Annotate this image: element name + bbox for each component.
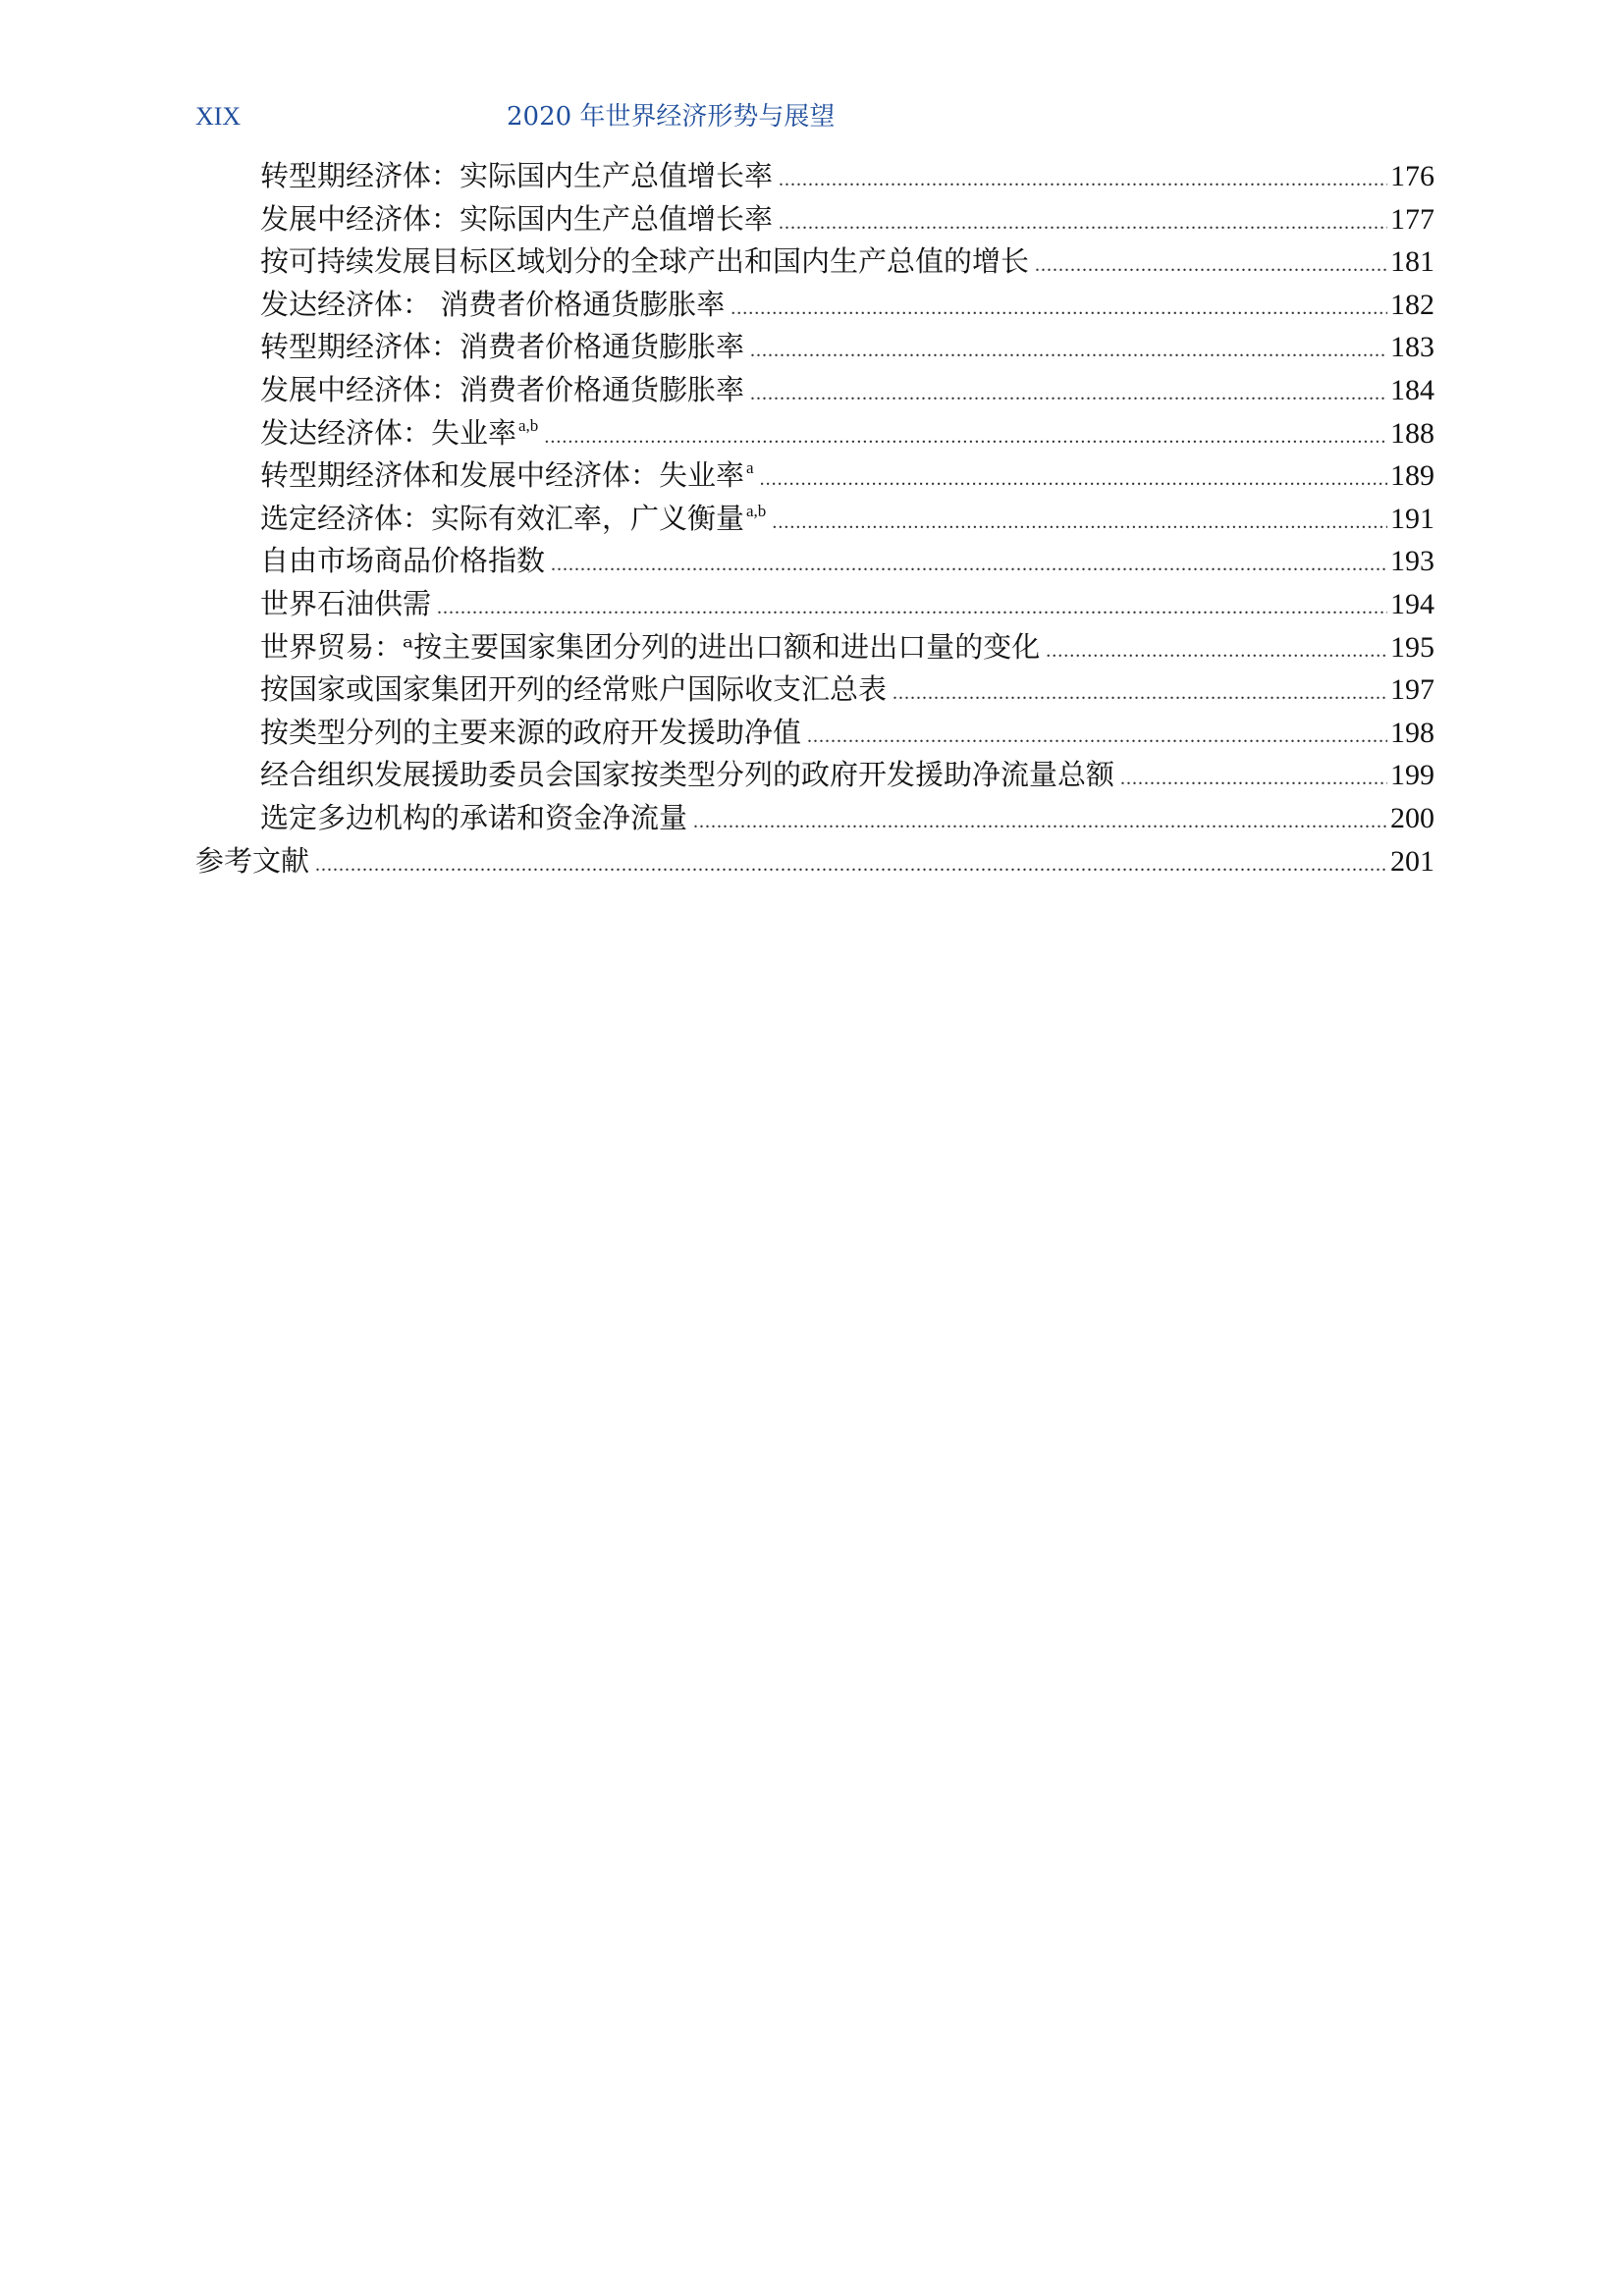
toc-entry-title — [260, 583, 431, 626]
toc-entry-page-number: 198 — [1390, 716, 1434, 749]
toc-entry-title — [260, 540, 545, 583]
dot-leader — [551, 544, 1387, 587]
toc-entry[interactable] — [195, 797, 1434, 840]
toc-entry-page-number: 197 — [1390, 673, 1434, 707]
toc-entry-title-text: 按类型分列的主要来源的政府开发援助净值 — [260, 715, 802, 749]
toc-entry-page-number: 199 — [1390, 759, 1434, 792]
dot-leader — [730, 288, 1387, 331]
dot-leader — [779, 159, 1387, 202]
toc-entry[interactable] — [195, 240, 1434, 284]
dot-leader — [1046, 630, 1387, 673]
page-header — [195, 97, 1434, 136]
toc-entry[interactable] — [195, 626, 1434, 669]
toc-entry-title — [260, 454, 754, 498]
dot-leader — [750, 373, 1387, 416]
toc-entry-title — [260, 498, 766, 541]
toc-entry[interactable] — [195, 754, 1434, 797]
toc-entry-title-text: 按可持续发展目标区域划分的全球产出和国内生产总值的增长 — [260, 244, 1030, 279]
dot-leader — [1035, 244, 1387, 288]
toc-entry-title-text: 参考文献 — [195, 843, 310, 878]
toc-entry-page-number: 195 — [1390, 630, 1434, 664]
toc-entry-title — [260, 754, 1114, 797]
footnote-marker: a — [746, 458, 754, 478]
toc-entry[interactable] — [195, 668, 1434, 712]
toc-entry-page-number: 189 — [1390, 459, 1434, 493]
toc-entry-title — [260, 284, 725, 327]
toc-entry[interactable] — [195, 712, 1434, 755]
toc-entry-title — [260, 369, 744, 412]
toc-entry-title-text: 经合组织发展援助委员会国家按类型分列的政府开发援助净流量总额 — [260, 758, 1115, 792]
running-title: 2020 年世界经济形势与展望 — [507, 102, 836, 132]
toc-entry[interactable] — [195, 369, 1434, 412]
toc-entry-title — [260, 155, 773, 198]
toc-entry-page-number: 176 — [1390, 160, 1434, 192]
dot-leader — [750, 330, 1387, 373]
toc-entry-title-text: 发展中经济体：实际国内生产总值增长率 — [260, 201, 774, 236]
toc-entry-title — [260, 326, 744, 369]
dot-leader — [1120, 758, 1387, 801]
dot-leader — [807, 716, 1387, 759]
toc-entry-page-number: 201 — [1390, 844, 1434, 878]
dot-leader — [437, 587, 1387, 630]
toc-entry-page-number: 191 — [1390, 502, 1434, 535]
toc-entry-title — [260, 198, 773, 241]
toc-entry[interactable] — [195, 840, 1434, 883]
dot-leader — [544, 416, 1387, 459]
toc-entry-page-number: 177 — [1390, 202, 1434, 236]
toc-entry-title — [260, 797, 687, 840]
dot-leader — [779, 202, 1387, 245]
toc-entry[interactable] — [195, 284, 1434, 327]
page-number: XIX — [195, 102, 242, 131]
toc-entry[interactable] — [195, 326, 1434, 369]
toc-entry-title — [260, 412, 538, 455]
toc-entry-title-text: 按国家或国家集团开列的经常账户国际收支汇总表 — [260, 672, 888, 707]
table-of-contents — [195, 155, 1434, 882]
toc-entry[interactable] — [195, 583, 1434, 626]
toc-entry-page-number: 183 — [1390, 331, 1434, 364]
dot-leader — [893, 672, 1387, 716]
toc-entry[interactable] — [195, 498, 1434, 541]
toc-entry-title — [195, 840, 309, 883]
toc-entry-title-text: 转型期经济体：消费者价格通货膨胀率 — [260, 330, 745, 364]
footnote-marker: a,b — [518, 415, 539, 435]
toc-entry-page-number: 194 — [1390, 587, 1434, 620]
toc-entry-title-text: 世界贸易：ᵃ按主要国家集团分列的进出口额和进出口量的变化 — [260, 629, 1041, 664]
toc-entry-title-text: 发展中经济体：消费者价格通货膨胀率 — [260, 372, 745, 406]
toc-entry-title — [260, 668, 887, 712]
dot-leader — [315, 844, 1387, 887]
toc-entry-page-number: 182 — [1390, 288, 1434, 321]
toc-entry[interactable] — [195, 155, 1434, 198]
toc-entry-page-number: 200 — [1390, 801, 1434, 834]
toc-entry-title-text: 转型期经济体和发展中经济体：失业率 — [260, 458, 745, 493]
footnote-marker: a,b — [746, 501, 767, 520]
toc-entry-title-text: 选定经济体：实际有效汇率，广义衡量 — [260, 501, 745, 535]
dot-leader — [760, 458, 1387, 502]
toc-entry-title — [260, 626, 1040, 669]
toc-entry-title-text: 发达经济体：失业率 — [260, 415, 517, 450]
toc-entry[interactable] — [195, 412, 1434, 455]
toc-entry[interactable] — [195, 540, 1434, 583]
toc-entry[interactable] — [195, 198, 1434, 241]
toc-entry-page-number: 184 — [1390, 373, 1434, 406]
toc-entry-page-number: 181 — [1390, 245, 1434, 279]
toc-entry-title — [260, 240, 1029, 284]
toc-entry-title — [260, 712, 801, 755]
toc-entry-title-text: 世界石油供需 — [260, 586, 432, 620]
toc-entry-title-text: 自由市场商品价格指数 — [260, 544, 546, 578]
toc-entry-page-number: 188 — [1390, 416, 1434, 450]
toc-entry[interactable] — [195, 454, 1434, 498]
toc-entry-page-number: 193 — [1390, 545, 1434, 578]
dot-leader — [772, 502, 1387, 545]
toc-entry-title-text: 转型期经济体：实际国内生产总值增长率 — [260, 159, 774, 192]
dot-leader — [693, 801, 1387, 844]
toc-entry-title-text: 选定多边机构的承诺和资金净流量 — [260, 800, 688, 834]
toc-entry-title-text: 发达经济体： 消费者价格通货膨胀率 — [260, 287, 726, 321]
